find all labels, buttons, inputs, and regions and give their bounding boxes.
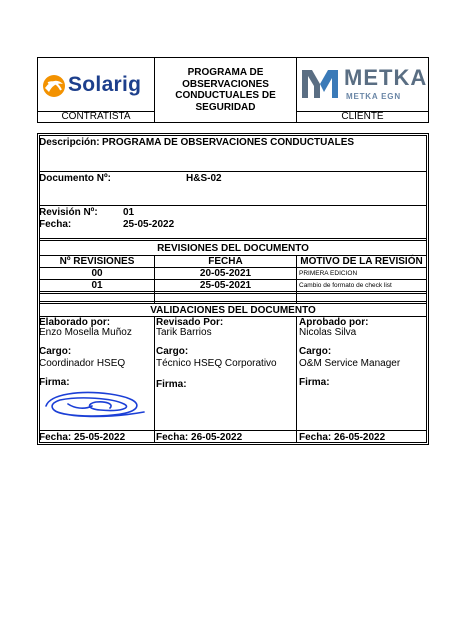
elaborado-name: Enzo Mosella Muñoz (39, 327, 132, 338)
revisions-header-reason: MOTIVO DE LA REVISIÓN (300, 256, 423, 267)
validations-title: VALIDACIONES DEL DOCUMENTO (150, 305, 316, 316)
revision-row-number: 00 (91, 268, 103, 279)
revisado-cargo-label: Cargo: (156, 346, 189, 357)
description-label: Descripción: (39, 137, 100, 148)
revision-number-value: 01 (123, 207, 135, 218)
title-line: CONDUCTUALES DE (175, 90, 276, 101)
elaborado-cargo: Coordinador HSEQ (39, 358, 126, 369)
aprobado-cargo: O&M Service Manager (299, 358, 401, 369)
revision-number-label: Revisión Nº: (39, 207, 98, 218)
revision-date-label: Fecha: (39, 219, 72, 230)
description-value: PROGRAMA DE OBSERVACIONES CONDUCTUALES (102, 137, 355, 148)
revisions-header-date: FECHA (208, 256, 243, 267)
contractor-label: CONTRATISTA (61, 111, 131, 122)
revision-row-date: 25-05-2021 (199, 280, 252, 291)
elaborado-cargo-label: Cargo: (39, 346, 72, 357)
revision-row-reason: Cambio de formato de check list (299, 282, 392, 289)
document-title (155, 67, 296, 113)
document-number-label: Documento Nº: (39, 173, 111, 184)
aprobado-name: Nicolas Silva (299, 327, 357, 338)
revisado-name: Tarik Barrios (156, 327, 212, 338)
elaborado-date: Fecha: 25-05-2022 (39, 432, 126, 443)
solarig-logo-text: Solarig (68, 73, 142, 96)
revision-row-number: 01 (91, 280, 103, 291)
metka-logo (300, 64, 426, 108)
revisado-cargo: Técnico HSEQ Corporativo (156, 358, 277, 369)
elaborado-firma-label: Firma: (39, 377, 70, 388)
client-label: CLIENTE (341, 111, 384, 122)
revisado-role-label: Revisado Por: (156, 317, 224, 328)
metka-logo-subtext: METKA EGN (346, 92, 401, 101)
revisions-title: REVISIONES DEL DOCUMENTO (157, 243, 309, 254)
document-number-value: H&S-02 (186, 173, 222, 184)
signature-image (40, 386, 152, 420)
aprobado-cargo-label: Cargo: (299, 346, 332, 357)
revisado-firma-label: Firma: (156, 379, 187, 390)
revision-row-date: 20-05-2021 (199, 268, 252, 279)
aprobado-firma-label: Firma: (299, 377, 330, 388)
title-line: OBSERVACIONES (182, 78, 269, 90)
title-line: SEGURIDAD (195, 101, 256, 113)
solarig-logo (40, 66, 152, 106)
aprobado-date: Fecha: 26-05-2022 (299, 432, 386, 443)
revision-row-reason: PRIMERA EDICION (299, 270, 358, 277)
metka-logo-text: METKA (344, 65, 428, 90)
revisado-date: Fecha: 26-05-2022 (156, 432, 243, 443)
title-line: PROGRAMA DE (187, 67, 264, 78)
revisions-header-number: Nº REVISIONES (59, 256, 135, 267)
elaborado-role-label: Elaborado por: (39, 317, 111, 328)
revision-date-value: 25-05-2022 (123, 219, 175, 230)
aprobado-role-label: Aprobado por: (299, 317, 369, 328)
